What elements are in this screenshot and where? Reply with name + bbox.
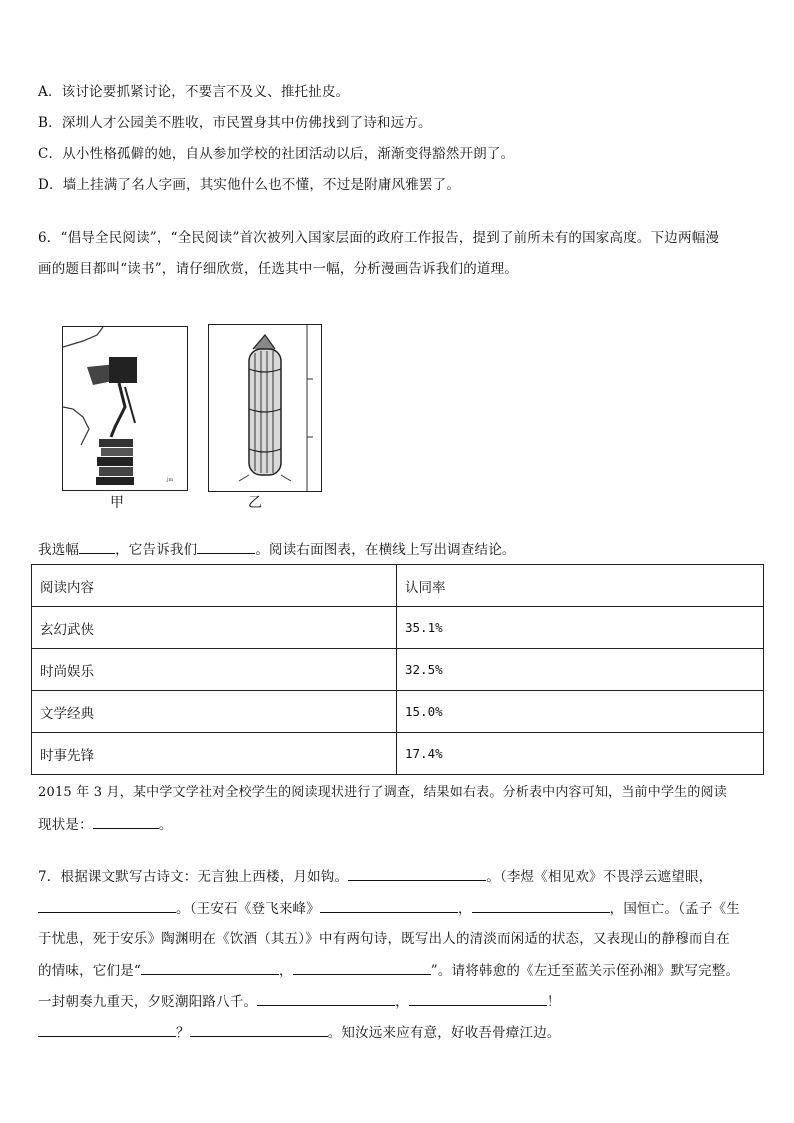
cartoon-label-yi: 乙: [248, 495, 262, 511]
q7-text: ，: [457, 901, 472, 917]
blank-poem-8[interactable]: [409, 991, 547, 1006]
survey-suffix: 。: [158, 817, 173, 833]
cartoon-jia-drawing: [63, 327, 187, 490]
survey-table: [31, 564, 764, 775]
q7-line2: [38, 898, 740, 919]
q7-line6: [38, 1022, 561, 1043]
svg-text:jm: jm: [167, 477, 174, 483]
table-cell-content: 时尚娱乐: [32, 649, 397, 691]
q7-text: 。（王安石《登飞来峰》: [176, 901, 320, 917]
blank-survey-conclusion[interactable]: [93, 814, 159, 829]
q7-text: ，: [279, 963, 293, 979]
table-cell-rate: 32.5%: [397, 649, 764, 691]
q7-text: ”。请将韩愈的《左迁至蓝关示侄孙湘》默写完整。: [430, 963, 740, 979]
table-cell-content: 玄幻武侠: [32, 607, 397, 649]
q6-text-line1: 6．“倡导全民阅读”，“全民阅读”首次被列入国家层面的政府工作报告，提到了前所未有的国家高度。下边两幅漫: [38, 230, 720, 246]
blank-poem-5[interactable]: [141, 960, 279, 975]
survey-prefix: 现状是：: [38, 817, 93, 833]
q7-text: 。知汝远来应有意，好收吾骨瘴江边。: [327, 1025, 561, 1041]
option-c: C．从小性格孤僻的她，自从参加学校的社团活动以后，渐渐变得豁然开朗了。: [38, 146, 515, 162]
q7-line5: [38, 991, 561, 1012]
blank-poem-3[interactable]: [320, 898, 458, 913]
blank-poem-4[interactable]: [472, 898, 610, 913]
q7-text: ，: [395, 994, 409, 1010]
survey-text-line2: [38, 814, 173, 835]
q7-text: ？: [176, 1025, 190, 1041]
table-cell-rate: 17.4%: [397, 733, 764, 775]
q6-answer-line: [38, 539, 516, 560]
cartoon-label-jia: 甲: [110, 495, 124, 511]
blank-choice[interactable]: [79, 539, 115, 554]
table-row: [32, 649, 764, 691]
table-header-content: 阅读内容: [32, 565, 397, 607]
table-header-row: [32, 565, 764, 607]
option-a: A．该讨论要抓紧讨论，不要言不及义、推托扯皮。: [38, 84, 350, 100]
blank-poem-10[interactable]: [190, 1022, 328, 1037]
blank-poem-7[interactable]: [257, 991, 395, 1006]
cartoon-yi-drawing: [209, 325, 321, 491]
table-cell-rate: 35.1%: [397, 607, 764, 649]
cartoon-yi: [208, 324, 322, 492]
q7-text: ，国恒亡。（孟子《生: [609, 901, 740, 917]
q6-text-line2: 画的题目都叫“读书”，请仔细欣赏，任选其中一幅，分析漫画告诉我们的道理。: [38, 261, 519, 277]
q7-text: 的情味，它们是“: [38, 963, 142, 979]
blank-poem-2[interactable]: [38, 898, 176, 913]
table-row: [32, 607, 764, 649]
q7-text: ！: [546, 994, 561, 1010]
table-row: [32, 733, 764, 775]
q6-answer-prefix: 我选幅: [38, 542, 80, 558]
q7-line1: [38, 866, 712, 887]
q7-text: 一封朝奏九重天，夕贬潮阳路八千。: [38, 994, 258, 1010]
table-cell-content: 文学经典: [32, 691, 397, 733]
q7-text: 。（李煜《相见欢》不畏浮云遮望眼，: [486, 869, 713, 885]
q7-line4: [38, 960, 739, 981]
option-b: B．深圳人才公园美不胜收，市民置身其中仿佛找到了诗和远方。: [38, 115, 432, 131]
q7-text: 7．根据课文默写古诗文：无言独上西楼，月如钩。: [38, 869, 349, 885]
option-d: D．墙上挂满了名人字画，其实他什么也不懂，不过是附庸风雅罢了。: [38, 177, 461, 193]
cartoon-jia: [62, 326, 188, 491]
blank-meaning[interactable]: [197, 539, 255, 554]
table-row: [32, 691, 764, 733]
q6-answer-mid: ，它告诉我们: [115, 542, 198, 558]
table-cell-rate: 15.0%: [397, 691, 764, 733]
table-header-rate: 认同率: [397, 565, 764, 607]
table-cell-content: 时事先锋: [32, 733, 397, 775]
q7-line3: 于忧患，死于安乐》陶渊明在《饮酒（其五）》中有两句诗，既写出人的清淡而闲适的状态，又表现山的静穆而自在: [38, 931, 730, 947]
blank-poem-6[interactable]: [293, 960, 431, 975]
q6-answer-suffix: 。阅读右面图表，在横线上写出调查结论。: [255, 542, 516, 558]
blank-poem-1[interactable]: [348, 866, 486, 881]
survey-text-line1: 2015 年 3 月，某中学文学社对全校学生的阅读现状进行了调查，结果如右表。分析表中内容可知，当前中学生的阅读: [38, 785, 727, 800]
blank-poem-9[interactable]: [38, 1022, 176, 1037]
